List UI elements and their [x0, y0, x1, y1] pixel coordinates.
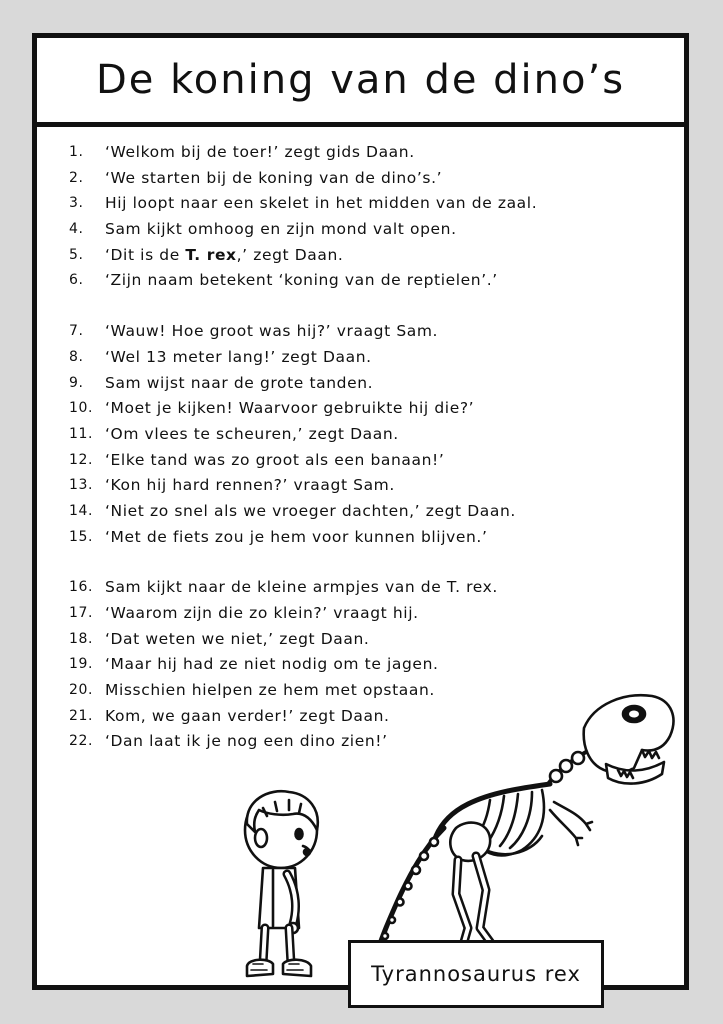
- story-line: [69, 243, 669, 269]
- line-text: Sam kijkt omhoog en zijn mond valt open.: [105, 220, 457, 239]
- line-number: 10.: [69, 400, 94, 417]
- line-text: ‘Wauw! Hoe groot was hij?’ vraagt Sam.: [105, 322, 439, 341]
- story-line: [69, 371, 669, 397]
- line-text-start: ‘Dit is de: [105, 245, 186, 264]
- story-line: [69, 525, 669, 551]
- line-text-end: ,’ zegt Daan.: [236, 245, 344, 264]
- story-line: [69, 499, 669, 525]
- story-lines: [69, 140, 669, 755]
- line-number: 8.: [69, 348, 84, 365]
- story-line: [69, 345, 669, 371]
- line-text: ‘Dat weten we niet,’ zegt Daan.: [105, 629, 370, 648]
- story-line: [69, 473, 669, 499]
- story-line: [69, 319, 669, 345]
- story-line: [69, 422, 669, 448]
- paragraph-gap: [69, 550, 669, 575]
- story-line: [69, 217, 669, 243]
- line-text: ‘Welkom bij de toer!’ zegt gids Daan.: [105, 143, 415, 161]
- t-rex-bold: T. rex: [185, 245, 237, 264]
- line-number: 7.: [69, 323, 84, 340]
- line-number: 2.: [69, 169, 84, 186]
- story-line: [69, 396, 669, 422]
- line-number: 21.: [69, 707, 94, 724]
- line-text: ‘Om vlees te scheuren,’ zegt Daan.: [105, 424, 399, 443]
- page-title: De koning van de dino’s: [95, 57, 626, 103]
- line-text: Sam wijst naar de grote tanden.: [105, 373, 374, 392]
- story-line: [69, 140, 669, 166]
- line-text: ‘Zijn naam betekent ‘koning van de reptielen’.’: [105, 271, 498, 290]
- paragraph-gap: [69, 294, 669, 319]
- line-number: 15.: [69, 528, 94, 545]
- line-text: Sam kijkt naar de kleine armpjes van de T. rex.: [105, 578, 498, 597]
- line-number: 4.: [69, 221, 84, 238]
- line-number: 3.: [69, 195, 84, 212]
- line-text: ‘Dan laat ik je nog een dino zien!’: [105, 732, 388, 751]
- line-text: [105, 243, 343, 269]
- line-text: ‘Niet zo snel als we vroeger dachten,’ zegt Daan.: [105, 501, 516, 520]
- line-number: 22.: [69, 733, 94, 750]
- story-line: [69, 601, 669, 627]
- line-number: 5.: [69, 246, 84, 263]
- line-text: ‘Waarom zijn die zo klein?’ vraagt hij.: [105, 604, 419, 622]
- story-line: [69, 166, 669, 192]
- line-number: 14.: [69, 502, 94, 519]
- line-number: 19.: [69, 656, 94, 673]
- line-number: 11.: [69, 425, 94, 442]
- line-number: 20.: [69, 682, 94, 699]
- line-number: 12.: [69, 451, 94, 468]
- line-number: 9.: [69, 374, 84, 391]
- line-number: 13.: [69, 477, 94, 494]
- t-rex-skeleton-illustration: [372, 678, 682, 968]
- title-box: [37, 38, 684, 127]
- line-number: 1.: [69, 144, 84, 160]
- story-line: [69, 627, 669, 653]
- line-text: ‘Met de fiets zou je hem voor kunnen blijven.’: [105, 527, 488, 546]
- line-number: 16.: [69, 579, 94, 596]
- worksheet: [32, 33, 689, 990]
- line-text: Hij loopt naar een skelet in het midden van de zaal.: [105, 194, 538, 213]
- line-text: Kom, we gaan verder!’ zegt Daan.: [105, 706, 390, 725]
- line-number: 18.: [69, 630, 94, 647]
- line-number: 6.: [69, 272, 84, 289]
- boy-illustration: [233, 788, 343, 983]
- story-line: [69, 652, 669, 678]
- line-text: ‘Elke tand was zo groot als een banaan!’: [105, 450, 445, 469]
- line-text: ‘We starten bij de koning van de dino’s.’: [105, 168, 443, 187]
- caption-box: [348, 940, 604, 1008]
- caption-label: Tyrannosaurus rex: [371, 962, 581, 986]
- line-text: ‘Kon hij hard rennen?’ vraagt Sam.: [105, 476, 395, 495]
- story-line: [69, 575, 669, 601]
- line-text: ‘Wel 13 meter lang!’ zegt Daan.: [105, 347, 372, 366]
- line-text: Misschien hielpen ze hem met opstaan.: [105, 681, 435, 700]
- story-line: [69, 268, 669, 294]
- story-line: [69, 448, 669, 474]
- line-text: ‘Moet je kijken! Waarvoor gebruikte hij die?’: [105, 399, 475, 418]
- line-number: 17.: [69, 605, 94, 621]
- story-line: [69, 191, 669, 217]
- line-text: ‘Maar hij had ze niet nodig om te jagen.: [105, 655, 439, 674]
